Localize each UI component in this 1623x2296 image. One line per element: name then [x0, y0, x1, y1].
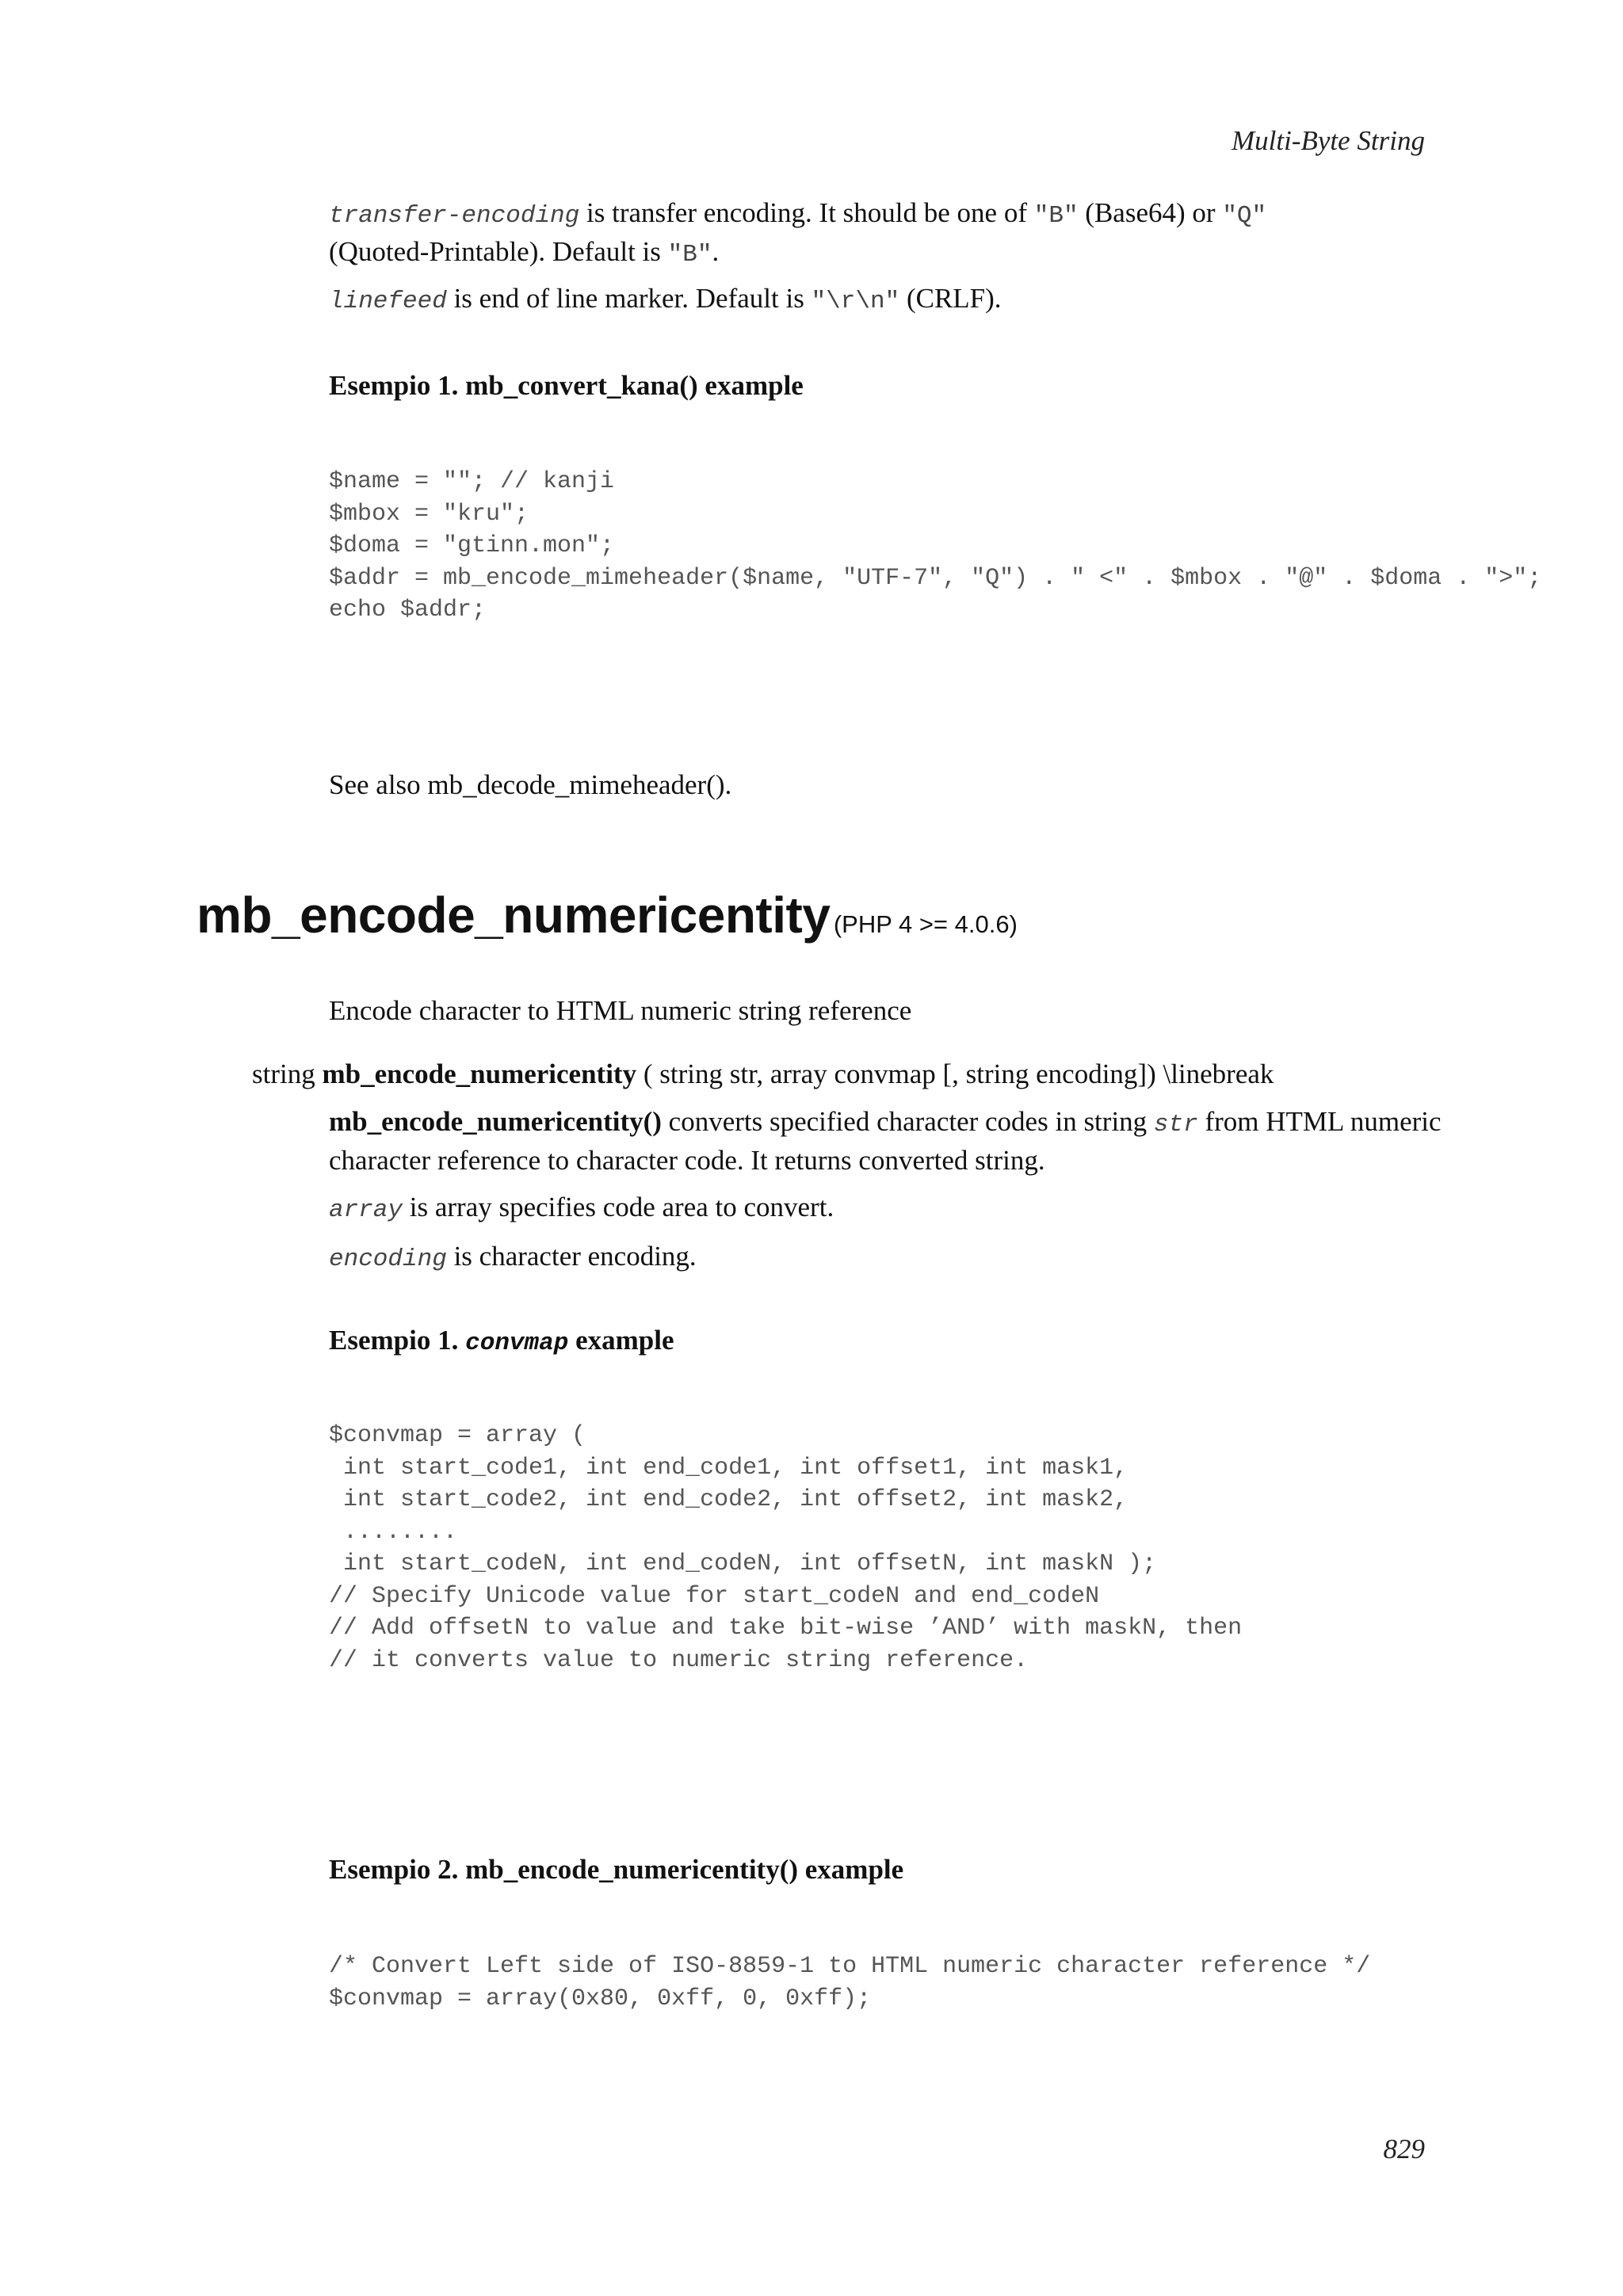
param-array: array	[329, 1196, 403, 1224]
see-also: See also mb_decode_mimeheader().	[329, 769, 732, 800]
code-line: // it converts value to numeric string reference.	[329, 1646, 1029, 1674]
code-line: $mbox = "kru";	[329, 500, 529, 528]
encoding-text: is character encoding.	[446, 1241, 697, 1272]
linefeed-text: is end of line marker. Default is	[446, 283, 812, 314]
array-paragraph	[329, 1189, 834, 1228]
page-number: 829	[1383, 2134, 1425, 2164]
description-line-2: character reference to character code. It returns converted string.	[329, 1145, 1045, 1176]
transfer-encoding-paragraph	[329, 195, 1266, 273]
convmap-caption-suffix: example	[568, 1325, 674, 1356]
code-line: int start_code1, int end_code1, int offset1, int mask1,	[329, 1454, 1128, 1482]
code-line: $name = ""; // kanji	[329, 468, 615, 495]
linefeed-paragraph	[329, 280, 1002, 319]
example-numericentity-code	[329, 1951, 1370, 2015]
transfer-text-2: (Quoted-Printable). Default is	[329, 236, 668, 267]
encoding-paragraph	[329, 1238, 697, 1277]
convmap-caption-code: convmap	[465, 1329, 569, 1357]
code-line: $convmap = array (	[329, 1422, 586, 1449]
function-version: (PHP 4 >= 4.0.6)	[833, 910, 1018, 938]
example-kana-code	[329, 466, 1541, 627]
literal-b: "B"	[1033, 202, 1079, 230]
example-convmap-caption	[329, 1325, 674, 1357]
code-line: echo $addr;	[329, 597, 487, 624]
transfer-text-1: is transfer encoding. It should be one of	[579, 197, 1034, 228]
code-block	[329, 466, 1541, 627]
code-line: /* Convert Left side of ISO-8859-1 to HTML numeric character reference */	[329, 1953, 1371, 1980]
description-text-2: from HTML numeric	[1197, 1106, 1442, 1137]
code-line: // Specify Unicode value for start_codeN and end_codeN	[329, 1582, 1100, 1610]
code-line: $doma = "gtinn.mon";	[329, 532, 615, 559]
description-text-1: converts specified character codes in string	[661, 1106, 1154, 1137]
param-linefeed: linefeed	[329, 288, 447, 315]
param-encoding: encoding	[329, 1245, 447, 1273]
code-line: ........	[329, 1518, 458, 1546]
code-block	[329, 1951, 1370, 2015]
function-signature	[252, 1056, 1274, 1092]
signature-return-type: string	[252, 1058, 323, 1089]
array-text: is array specifies code area to convert.	[403, 1192, 834, 1222]
example-numericentity-caption: Esempio 2. mb_encode_numericentity() example	[329, 1854, 904, 1885]
signature-name: mb_encode_numericentity	[322, 1058, 637, 1089]
code-block	[329, 1420, 1242, 1676]
description-function-name: mb_encode_numericentity()	[329, 1106, 662, 1137]
literal-b-default: "B"	[667, 241, 712, 269]
period: .	[712, 236, 720, 267]
literal-q: "Q"	[1222, 202, 1267, 230]
code-line: $addr = mb_encode_mimeheader($name, "UTF-7", "Q") . " <" . $mbox . "@" . $doma . ">";	[329, 564, 1542, 592]
convmap-caption-prefix: Esempio 1.	[329, 1325, 466, 1356]
transfer-encoding-line-2	[329, 234, 1266, 273]
example-convmap-code	[329, 1420, 1242, 1676]
param-transfer-encoding: transfer-encoding	[329, 202, 580, 230]
code-line: // Add offsetN to value and take bit-wise ’AND’ with maskN, then	[329, 1615, 1243, 1642]
function-description	[329, 1104, 1442, 1178]
function-heading	[197, 886, 1018, 944]
literal-crlf: "\r\n"	[811, 288, 900, 315]
code-line: $convmap = array(0x80, 0xff, 0, 0xff);	[329, 1985, 872, 2012]
example-kana-caption: Esempio 1. mb_convert_kana() example	[329, 370, 804, 401]
code-line: int start_code2, int end_code2, int offset2, int mask2,	[329, 1486, 1128, 1513]
description-line-1	[329, 1104, 1442, 1142]
crlf-text: (CRLF).	[899, 283, 1002, 314]
base64-text: (Base64) or	[1078, 197, 1223, 228]
param-str: str	[1153, 1111, 1198, 1138]
code-line: int start_codeN, int end_codeN, int offsetN, int maskN );	[329, 1550, 1157, 1577]
transfer-encoding-line-1	[329, 195, 1266, 234]
signature-args: ( string str, array convmap [, string encoding]) \linebreak	[636, 1058, 1274, 1089]
function-title: mb_encode_numericentity	[197, 887, 831, 944]
function-purpose: Encode character to HTML numeric string reference	[329, 995, 912, 1026]
running-header: Multi-Byte String	[1232, 125, 1425, 156]
